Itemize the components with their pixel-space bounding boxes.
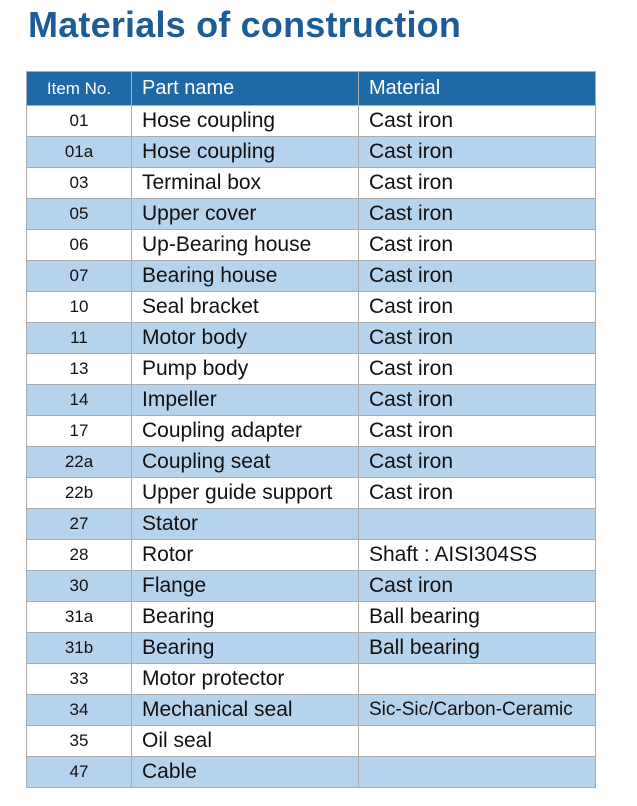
header-material: Material: [359, 72, 596, 106]
item-number-cell: 10: [27, 292, 132, 323]
item-number-cell: 33: [27, 664, 132, 695]
table-row: [27, 354, 596, 385]
table-row: [27, 757, 596, 788]
table-row: [27, 478, 596, 509]
part-name-cell: Motor protector: [132, 664, 359, 695]
part-name-cell: Oil seal: [132, 726, 359, 757]
header-part-name: Part name: [132, 72, 359, 106]
part-name-cell: Impeller: [132, 385, 359, 416]
material-cell: [359, 726, 596, 757]
part-name-cell: Coupling adapter: [132, 416, 359, 447]
part-name-cell: Mechanical seal: [132, 695, 359, 726]
part-name-cell: Bearing: [132, 602, 359, 633]
table-row: [27, 602, 596, 633]
material-cell: Cast iron: [359, 478, 596, 509]
item-number-cell: 14: [27, 385, 132, 416]
item-number-cell: 07: [27, 261, 132, 292]
material-cell: Cast iron: [359, 199, 596, 230]
material-cell: Cast iron: [359, 137, 596, 168]
part-name-cell: Upper cover: [132, 199, 359, 230]
part-name-cell: Hose coupling: [132, 137, 359, 168]
material-cell: Sic-Sic/Carbon-Ceramic: [359, 695, 596, 726]
table-body: [27, 106, 596, 788]
table-row: [27, 230, 596, 261]
table-header: [27, 72, 596, 106]
item-number-cell: 17: [27, 416, 132, 447]
material-cell: Ball bearing: [359, 602, 596, 633]
material-cell: Cast iron: [359, 168, 596, 199]
material-cell: [359, 664, 596, 695]
part-name-cell: Pump body: [132, 354, 359, 385]
item-number-cell: 22b: [27, 478, 132, 509]
item-number-cell: 06: [27, 230, 132, 261]
item-number-cell: 31b: [27, 633, 132, 664]
part-name-cell: Upper guide support: [132, 478, 359, 509]
table-row: [27, 664, 596, 695]
table-row: [27, 137, 596, 168]
item-number-cell: 03: [27, 168, 132, 199]
item-number-cell: 34: [27, 695, 132, 726]
part-name-cell: Cable: [132, 757, 359, 788]
materials-table: [26, 71, 596, 788]
material-cell: Cast iron: [359, 261, 596, 292]
material-cell: Cast iron: [359, 323, 596, 354]
item-number-cell: 01: [27, 106, 132, 137]
item-number-cell: 11: [27, 323, 132, 354]
material-cell: Ball bearing: [359, 633, 596, 664]
part-name-cell: Terminal box: [132, 168, 359, 199]
part-name-cell: Motor body: [132, 323, 359, 354]
table-row: [27, 292, 596, 323]
material-cell: [359, 509, 596, 540]
table-row: [27, 261, 596, 292]
item-number-cell: 31a: [27, 602, 132, 633]
table-row: [27, 540, 596, 571]
item-number-cell: 01a: [27, 137, 132, 168]
material-cell: Cast iron: [359, 292, 596, 323]
material-cell: Cast iron: [359, 416, 596, 447]
item-number-cell: 47: [27, 757, 132, 788]
table-row: [27, 199, 596, 230]
table-row: [27, 447, 596, 478]
table-row: [27, 323, 596, 354]
material-cell: Cast iron: [359, 447, 596, 478]
material-cell: Cast iron: [359, 571, 596, 602]
table-row: [27, 726, 596, 757]
part-name-cell: Hose coupling: [132, 106, 359, 137]
part-name-cell: Flange: [132, 571, 359, 602]
part-name-cell: Stator: [132, 509, 359, 540]
item-number-cell: 27: [27, 509, 132, 540]
table-row: [27, 416, 596, 447]
table-row: [27, 571, 596, 602]
table-row: [27, 633, 596, 664]
table-row: [27, 385, 596, 416]
header-row: [27, 72, 596, 106]
item-number-cell: 35: [27, 726, 132, 757]
page-title: Materials of construction: [28, 4, 462, 45]
part-name-cell: Bearing house: [132, 261, 359, 292]
table-row: [27, 106, 596, 137]
material-cell: Shaft : AISI304SS: [359, 540, 596, 571]
table-row: [27, 509, 596, 540]
table-row: [27, 695, 596, 726]
header-item-no: Item No.: [27, 72, 132, 106]
material-cell: Cast iron: [359, 354, 596, 385]
part-name-cell: Coupling seat: [132, 447, 359, 478]
part-name-cell: Seal bracket: [132, 292, 359, 323]
item-number-cell: 05: [27, 199, 132, 230]
item-number-cell: 28: [27, 540, 132, 571]
part-name-cell: Rotor: [132, 540, 359, 571]
part-name-cell: Bearing: [132, 633, 359, 664]
material-cell: Cast iron: [359, 385, 596, 416]
material-cell: [359, 757, 596, 788]
item-number-cell: 22a: [27, 447, 132, 478]
part-name-cell: Up-Bearing house: [132, 230, 359, 261]
item-number-cell: 13: [27, 354, 132, 385]
item-number-cell: 30: [27, 571, 132, 602]
material-cell: Cast iron: [359, 230, 596, 261]
table-row: [27, 168, 596, 199]
material-cell: Cast iron: [359, 106, 596, 137]
